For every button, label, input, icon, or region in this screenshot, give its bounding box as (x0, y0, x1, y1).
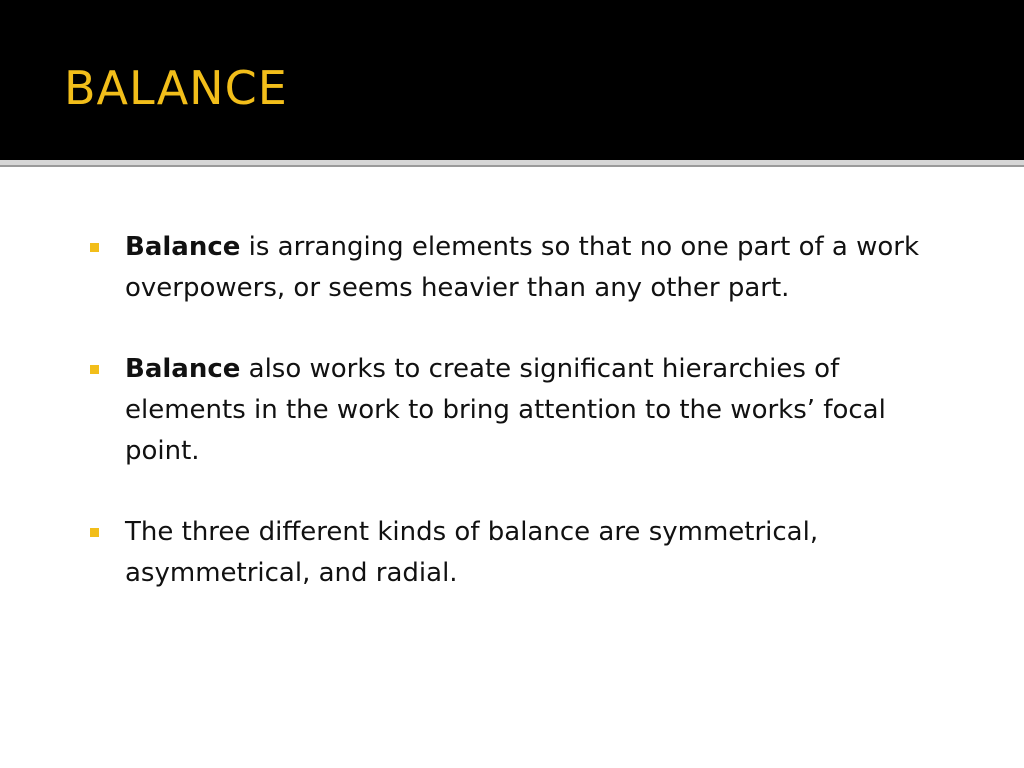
bullet-text: also works to create significant hierarchies of elements in the work to bring attention to the works’ focal point. (125, 354, 886, 466)
bullet-item (88, 349, 968, 472)
bullet-text: is arranging elements so that no one part of a work overpowers, or seems heavier than any other part. (125, 232, 920, 303)
bullet-item (88, 512, 968, 594)
bullet-item (88, 227, 968, 309)
square-bullet-icon (90, 243, 99, 252)
bullet-bold-term: Balance (125, 232, 241, 262)
bullet-text: The three different kinds of balance are symmetrical, asymmetrical, and radial. (125, 517, 819, 588)
title-divider-shadow (0, 165, 1024, 167)
square-bullet-icon (90, 528, 99, 537)
bullet-bold-term: Balance (125, 354, 241, 384)
slide-title: BALANCE (64, 61, 288, 115)
slide-content (88, 227, 968, 634)
bullet-list (88, 227, 968, 594)
square-bullet-icon (90, 365, 99, 374)
title-bar (0, 0, 1024, 160)
